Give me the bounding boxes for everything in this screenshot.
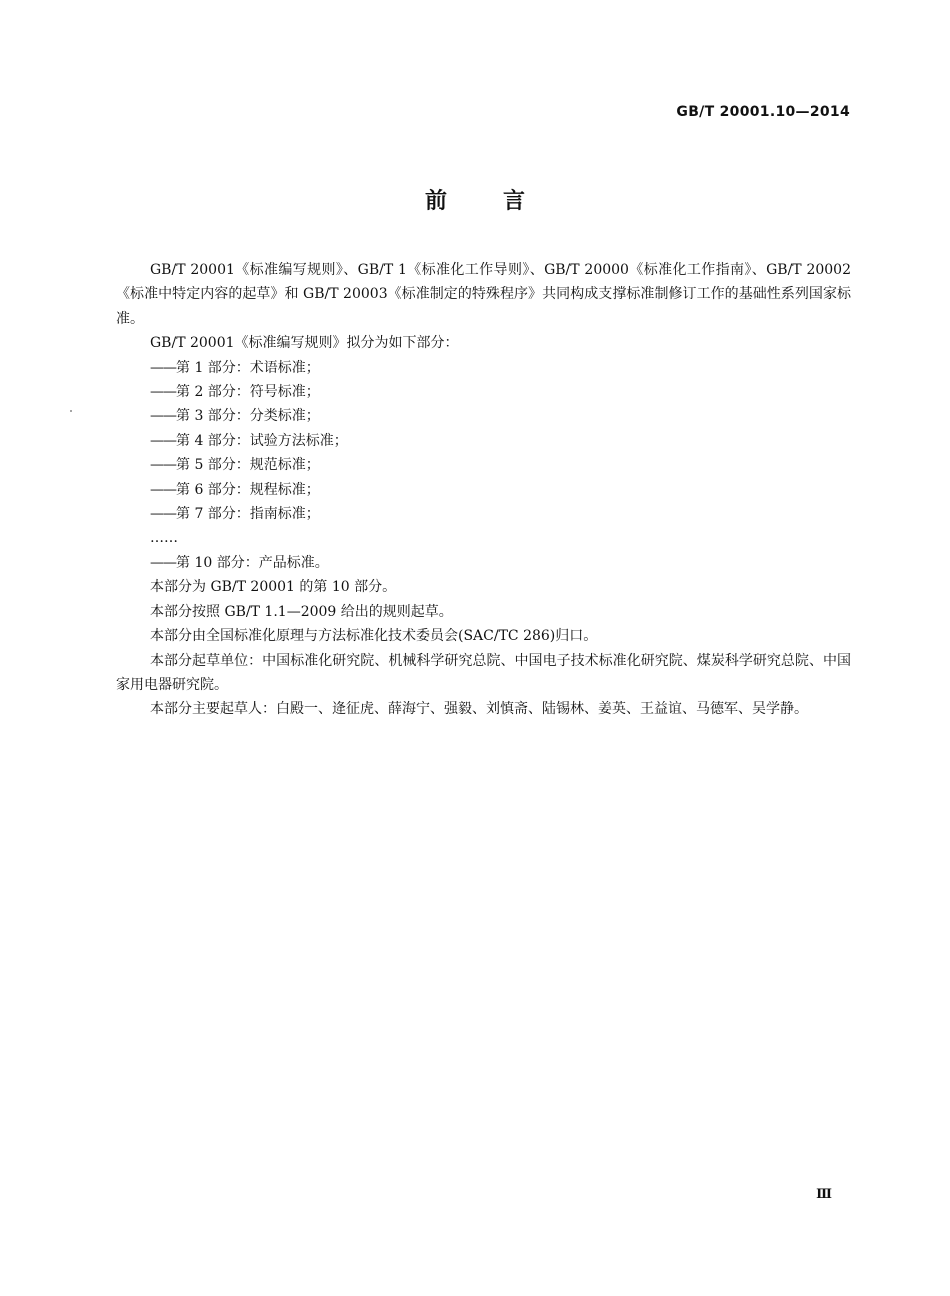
proposed-by-statement: 本部分由全国标准化原理与方法标准化技术委员会(SAC/TC 286)归口。 bbox=[150, 628, 598, 645]
standard-code: GB/T 20001.10—2014 bbox=[676, 104, 850, 120]
page-number: Ⅲ bbox=[816, 1187, 832, 1202]
list-item bbox=[116, 478, 851, 502]
list-item bbox=[116, 502, 851, 526]
title-char-2: 言 bbox=[503, 189, 526, 214]
scan-speck bbox=[70, 410, 72, 412]
drafters-statement: 本部分主要起草人：白殿一、逄征虎、薛海宁、强毅、刘慎斋、陆锡林、姜英、王益谊、马德军、吴学静。 bbox=[150, 701, 808, 718]
list-item-text: 第 1 部分：术语标准； bbox=[176, 359, 320, 376]
list-item-text: 第 10 部分：产品标准。 bbox=[176, 554, 329, 571]
list-dash: —— bbox=[150, 359, 176, 376]
page-title bbox=[0, 184, 950, 215]
list-dash: —— bbox=[150, 408, 176, 425]
list-item-text: 第 7 部分：指南标准； bbox=[176, 506, 320, 523]
list-ellipsis: …… bbox=[150, 530, 178, 547]
list-dash: —— bbox=[150, 506, 176, 523]
list-dash: —— bbox=[150, 384, 176, 401]
drafting-units-statement: 本部分起草单位：中国标准化研究院、机械科学研究总院、中国电子技术标准化研究院、煤炭科学研究总院、中国家用电器研究院。 bbox=[116, 652, 851, 693]
list-item-text: 第 5 部分：规范标准； bbox=[176, 457, 320, 474]
intro-paragraph: GB/T 20001《标准编写规则》、GB/T 1《标准化工作导则》、GB/T 20000《标准化工作指南》、GB/T 20002《标准中特定内容的起草》和 GB/T 20003《标准制定的特殊程序》共同构成支撑标准制修订工作的基础性系列国家标准。 bbox=[116, 262, 851, 327]
list-dash: —— bbox=[150, 432, 176, 449]
list-item-text: 第 4 部分：试验方法标准； bbox=[176, 432, 348, 449]
list-dash: —— bbox=[150, 554, 176, 571]
list-dash: —— bbox=[150, 481, 176, 498]
list-item bbox=[116, 404, 851, 428]
list-item-text: 第 6 部分：规程标准； bbox=[176, 481, 320, 498]
this-part-statement: 本部分为 GB/T 20001 的第 10 部分。 bbox=[150, 579, 397, 596]
title-char-1: 前 bbox=[424, 189, 447, 214]
drafting-rules-statement: 本部分按照 GB/T 1.1—2009 给出的规则起草。 bbox=[150, 603, 453, 620]
list-item bbox=[116, 356, 851, 380]
list-item bbox=[116, 453, 851, 477]
parts-intro-paragraph: GB/T 20001《标准编写规则》拟分为如下部分： bbox=[150, 335, 459, 352]
list-item bbox=[116, 551, 851, 575]
list-item bbox=[116, 429, 851, 453]
list-dash: —— bbox=[150, 457, 176, 474]
document-body bbox=[116, 258, 851, 722]
list-item-text: 第 2 部分：符号标准； bbox=[176, 384, 320, 401]
list-item bbox=[116, 380, 851, 404]
list-item-text: 第 3 部分：分类标准； bbox=[176, 408, 320, 425]
